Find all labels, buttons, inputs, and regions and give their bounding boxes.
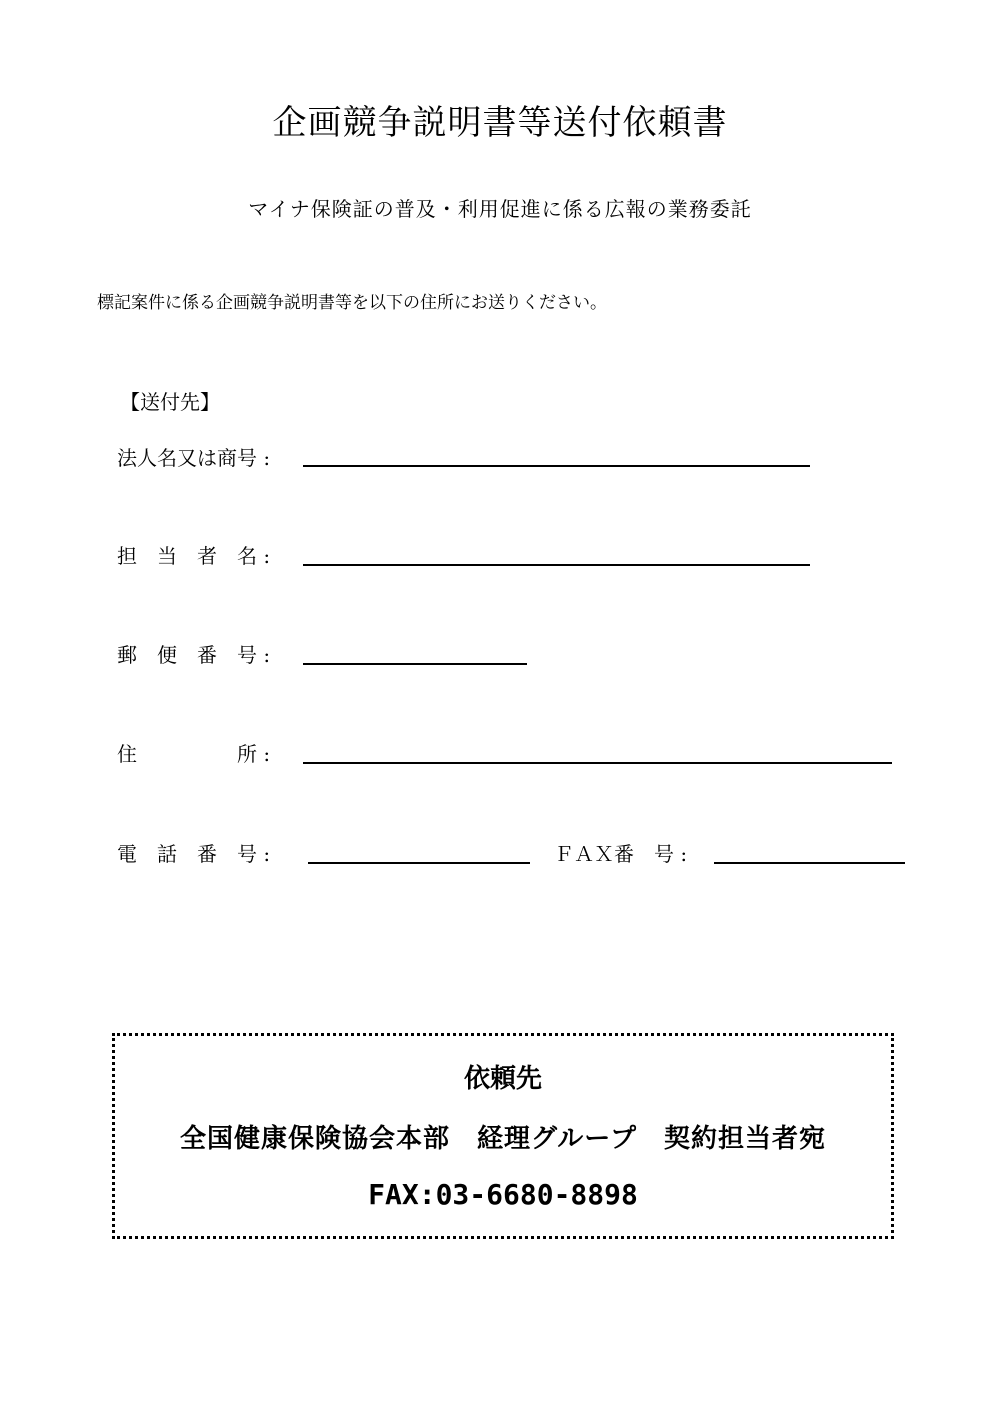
contact-person-label: 担 当 者 名 : [117, 544, 271, 568]
intro-text: 標記案件に係る企画競争説明書等を以下の住所にお送りください。 [97, 293, 607, 313]
fax-field[interactable] [714, 862, 905, 864]
section-label-destination: 【送付先】 [120, 390, 220, 414]
postal-code-field[interactable] [303, 663, 527, 665]
fax-label: ＦＡＸ番 号 : [554, 842, 688, 866]
company-name-label: 法人名又は商号 : [117, 446, 271, 470]
company-name-field[interactable] [303, 465, 810, 467]
address-label: 住 所 : [117, 742, 271, 766]
address-field[interactable] [303, 762, 892, 764]
document-title: 企画競争説明書等送付依頼書 [272, 103, 728, 143]
recipient-box [112, 1033, 894, 1239]
recipient-fax: FAX:03-6680-8898 [368, 1178, 638, 1211]
phone-field[interactable] [308, 862, 530, 864]
contact-person-field[interactable] [303, 564, 810, 566]
recipient-title: 依頼先 [463, 1064, 542, 1094]
document-subtitle: マイナ保険証の普及・利用促進に係る広報の業務委託 [248, 197, 752, 221]
postal-code-label: 郵 便 番 号 : [117, 643, 271, 667]
recipient-organization: 全国健康保険協会本部 経理グループ 契約担当者宛 [180, 1124, 826, 1154]
phone-label: 電 話 番 号 : [117, 842, 271, 866]
